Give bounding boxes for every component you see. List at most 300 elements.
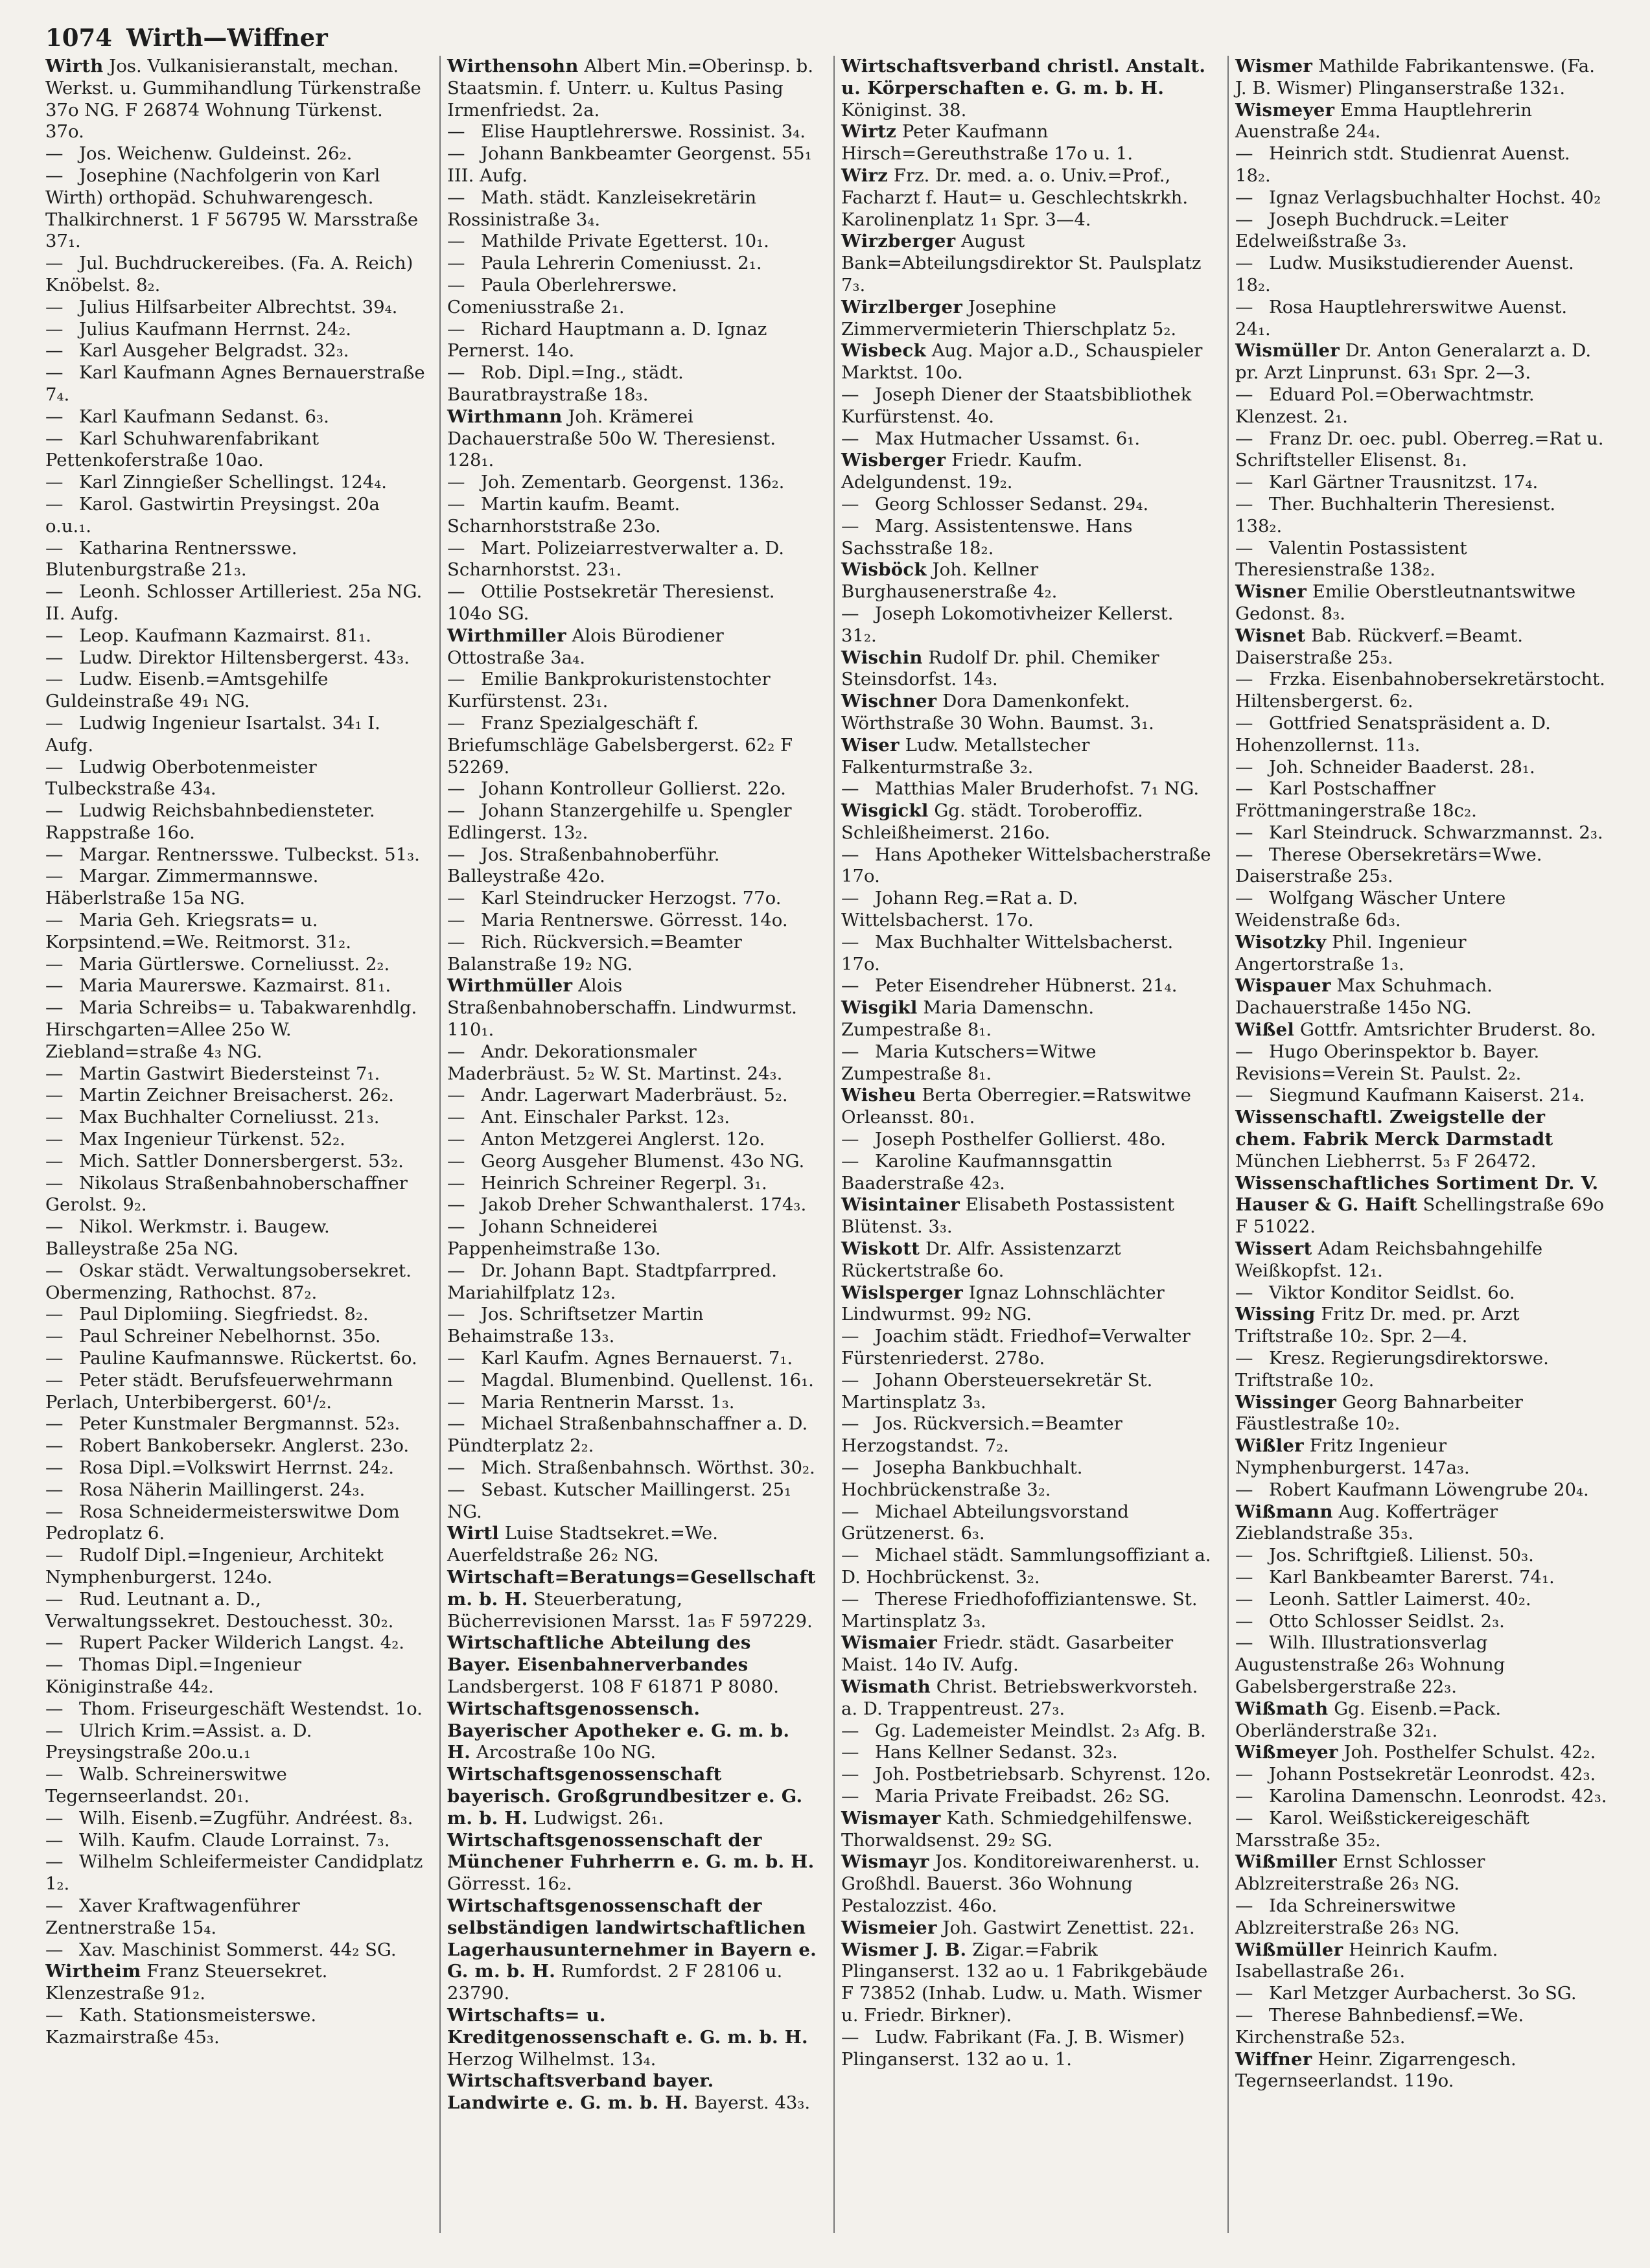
entry-text: Karolina Damenschn. Leonrodst. 42₃.	[1269, 1785, 1607, 1807]
entry-text: Johann Bankbeamter Georgenst. 55₁ III. Aufg.	[447, 143, 812, 186]
entry-dash: —	[45, 1129, 64, 1150]
entry-dash: —	[45, 362, 64, 384]
entry-text: Frzka. Eisenbahnobersekretärstocht. Hiltensbergerst. 6₂.	[1235, 669, 1605, 712]
entry-dash: —	[447, 1041, 465, 1062]
entry-text: Sebast. Kutscher Maillingerst. 25₁ NG.	[447, 1479, 791, 1522]
entry-text: Rud. Leutnant a. D., Verwaltungssekret. Destouchesst. 30₂.	[45, 1588, 394, 1632]
entry-dash: —	[45, 1939, 64, 1960]
directory-entry	[447, 1895, 819, 2005]
directory-entry	[45, 297, 425, 319]
entry-dash: —	[45, 1764, 64, 1785]
entry-dash: —	[1235, 253, 1253, 274]
entry-dash: —	[45, 1369, 64, 1391]
directory-entry	[1235, 56, 1607, 100]
entry-dash: —	[45, 625, 64, 646]
entry-text: Julius Kaufmann Herrnst. 24₂.	[79, 318, 352, 340]
entry-dash: —	[841, 1129, 859, 1150]
directory-entry	[1235, 1983, 1607, 2005]
directory-entry	[45, 1413, 425, 1435]
directory-entry	[447, 1698, 819, 1764]
directory-entry	[1235, 1392, 1607, 1436]
entry-dash: —	[1235, 778, 1253, 800]
entry-text: Dr. Alfr. Assistenzarzt Rückertstraße 6o.	[841, 1238, 1121, 1281]
entry-text: Xav. Maschinist Sommerst. 44₂ SG.	[79, 1939, 397, 1960]
entry-text: Heinrich stdt. Studienrat Auenst. 18₂.	[1235, 143, 1570, 186]
entry-text: Math. städt. Kanzleisekretärin Rossinistraße 3₄.	[447, 187, 757, 230]
entry-dash: —	[447, 669, 465, 690]
directory-entry	[841, 1786, 1213, 1808]
entry-text: Maria Schreibs= u. Tabakwarenhdlg. Hirschgarten=Allee 25o W. Ziebland=straße 4₃ NG.	[45, 997, 417, 1062]
entry-text: Martin Gastwirt Biedersteinst 7₁.	[79, 1063, 380, 1084]
entry-dash: —	[45, 712, 64, 734]
entry-text: Ignaz Verlagsbuchhalter Hochst. 40₂	[1269, 187, 1601, 208]
entry-text: Luise Stadtsekret.=We. Auerfeldstraße 26₂ NG.	[447, 1523, 718, 1566]
directory-entry	[447, 844, 819, 888]
directory-entry	[1235, 1085, 1607, 1107]
entry-text: Joh. Schneider Baaderst. 28₁.	[1269, 756, 1535, 778]
entry-text: Ludwig Oberbotenmeister Tulbeckstraße 43₄.	[45, 756, 317, 800]
entry-text: Therese Friedhofoffiziantenswe. St. Martinsplatz 3₃.	[841, 1588, 1198, 1632]
entry-text: Eduard Pol.=Oberwachtmstr. Klenzest. 2₁.	[1235, 384, 1535, 427]
entry-dash: —	[45, 1413, 64, 1435]
entry-text: Rosa Dipl.=Volkswirt Herrnst. 24₂.	[79, 1457, 394, 1478]
directory-entry	[45, 713, 425, 757]
entry-surname: Wirthmiller	[447, 625, 566, 646]
directory-entry	[841, 844, 1213, 888]
directory-entry	[841, 1085, 1213, 1129]
entry-surname: Wiffner	[1235, 2048, 1312, 2070]
entry-dash: —	[447, 318, 465, 340]
directory-entry	[45, 56, 425, 143]
directory-entry	[1235, 1786, 1607, 1808]
directory-entry	[841, 1720, 1213, 1742]
entry-dash: —	[45, 165, 64, 186]
entry-text: Max Buchhalter Corneliusst. 21₃.	[79, 1107, 380, 1128]
entry-surname: Wismeier	[841, 1917, 937, 1938]
directory-entry	[1235, 1808, 1607, 1852]
entry-dash: —	[447, 143, 465, 165]
entry-dash: —	[841, 1545, 859, 1566]
entry-dash: —	[1235, 1895, 1253, 1916]
entry-dash: —	[45, 1172, 64, 1194]
directory-entry	[45, 319, 425, 341]
entry-text: Ludw. Fabrikant (Fa. J. B. Wismer) Plinganserst. 132 ao u. 1.	[841, 2026, 1185, 2070]
entry-text: Maria Private Freibadst. 26₂ SG.	[875, 1785, 1170, 1807]
entry-text: Karl Steindrucker Herzogst. 77o.	[481, 888, 782, 909]
entry-text: Aug. Major a.D., Schauspieler Marktst. 10o.	[841, 340, 1203, 384]
entry-dash: —	[1235, 1041, 1253, 1062]
entry-surname: Wirtschafts= u. Kreditgenossenschaft e. G. m. b. H.	[447, 2004, 808, 2048]
entry-text: Margar. Rentnersswe. Tulbeckst. 51₃.	[79, 844, 420, 865]
entry-text: Gg. Eisenb.=Pack. Oberländerstraße 32₁.	[1235, 1698, 1502, 1741]
entry-dash: —	[45, 1588, 64, 1610]
directory-entry	[45, 1435, 425, 1457]
entry-dash: —	[447, 253, 465, 274]
directory-entry	[841, 1851, 1213, 1917]
entry-dash: —	[1235, 1566, 1253, 1588]
entry-surname: Wirthmüller	[447, 975, 573, 997]
entry-text: Thomas Dipl.=Ingenieur Königinstraße 44₂.	[45, 1654, 302, 1697]
directory-entry	[45, 165, 425, 253]
entry-dash: —	[1235, 1588, 1253, 1610]
entry-text: Julius Hilfsarbeiter Albrechtst. 39₄.	[79, 296, 398, 318]
entry-dash: —	[45, 1807, 64, 1829]
entry-text: München Liebherrst. 5₃ F 26472.	[1235, 1150, 1537, 1172]
entry-text: Marg. Assistentenswe. Hans Sachsstraße 18₂.	[841, 515, 1133, 559]
directory-entry	[841, 603, 1213, 647]
entry-surname: Wirtschaftsgenossensch. Bayerischer Apotheker e. G. m. b. H.	[447, 1698, 790, 1763]
entry-dash: —	[447, 187, 465, 208]
directory-entry	[447, 1260, 819, 1304]
directory-entry	[45, 362, 425, 406]
entry-text: Rumfordst. 2 F 28106 u. 23790.	[447, 1961, 783, 2004]
directory-entry	[841, 297, 1213, 341]
entry-text: Kath. Stationsmeisterswe. Kazmairstraße 45₃.	[45, 2004, 317, 2048]
directory-entry	[447, 121, 819, 143]
entry-dash: —	[447, 581, 465, 603]
entry-text: Josepha Bankbuchhalt. Hochbrückenstraße 3₂.	[841, 1457, 1083, 1500]
directory-entry	[45, 1129, 425, 1151]
entry-text: Joh. Krämerei Dachauerstraße 50o W. Theresienst. 128₁.	[447, 406, 776, 471]
entry-dash: —	[45, 800, 64, 822]
entry-text: Kresz. Regierungsdirektorswe. Triftstraße 10₂.	[1235, 1348, 1549, 1391]
directory-entry	[841, 1676, 1213, 1720]
entry-dash: —	[841, 1457, 859, 1478]
entry-dash: —	[45, 647, 64, 668]
entry-text: Alois Straßenbahnoberschaffn. Lindwurmst. 110₁.	[447, 975, 797, 1041]
directory-entry	[45, 253, 425, 297]
entry-text: Gg. städt. Toroberoffiz. Schleißheimerst. 216o.	[841, 800, 1143, 843]
entry-text: Emilie Oberstleutnantswitwe Gedonst. 8₃.	[1235, 581, 1576, 624]
directory-entry	[1235, 713, 1607, 757]
directory-entry	[841, 735, 1213, 779]
entry-text: Fritz Ingenieur Nymphenburgerst. 147a₃.	[1235, 1435, 1470, 1478]
directory-entry	[45, 1545, 425, 1589]
directory-entry	[1235, 669, 1607, 713]
directory-entry	[447, 910, 819, 932]
directory-entry	[1235, 209, 1607, 253]
entry-text: Heinr. Zigarrengesch. Tegernseerlandst. 119o.	[1235, 2048, 1516, 2092]
directory-entry	[45, 647, 425, 669]
entry-dash: —	[447, 1194, 465, 1216]
entry-text: Mich. Sattler Donnersbergerst. 53₂.	[79, 1150, 404, 1172]
entry-surname: Wiser	[841, 734, 900, 756]
entry-text: Matthias Maler Bruderhofst. 7₁ NG.	[875, 778, 1200, 800]
entry-dash: —	[841, 1413, 859, 1435]
entry-text: Walb. Schreinerswitwe Tegernseerlandst. 20₁.	[45, 1764, 287, 1807]
entry-text: Jos. Rückversich.=Beamter Herzogstandst. 7₂.	[841, 1413, 1122, 1457]
directory-entry	[1235, 187, 1607, 209]
directory-entry	[1235, 384, 1607, 428]
entry-dash: —	[447, 274, 465, 295]
entry-dash: —	[841, 2026, 859, 2048]
directory-entry	[45, 1654, 425, 1698]
directory-entry	[45, 844, 425, 866]
entry-dash: —	[841, 1041, 859, 1062]
entry-dash: —	[45, 1851, 64, 1873]
directory-entry	[1235, 1501, 1607, 1545]
directory-entry	[447, 1085, 819, 1107]
directory-entry	[841, 1326, 1213, 1370]
directory-entry	[841, 450, 1213, 494]
entry-dash: —	[45, 756, 64, 778]
directory-entry	[1235, 428, 1607, 472]
entry-dash: —	[841, 1150, 859, 1172]
entry-text: Ludwig Ingenieur Isartalst. 34₁ I. Aufg.	[45, 712, 380, 756]
directory-entry	[45, 800, 425, 844]
directory-entry	[45, 1764, 425, 1808]
entry-text: Friedr. Kaufm. Adelgundenst. 19₂.	[841, 450, 1083, 493]
entry-text: Peter städt. Berufsfeuerwehrmann Perlach, Unterbibergerst. 60¹/₂.	[45, 1369, 393, 1413]
entry-text: Katharina Rentnersswe. Blutenburgstraße 21₃.	[45, 537, 297, 581]
entry-dash: —	[45, 997, 64, 1019]
entry-surname: Wirthensohn	[447, 56, 579, 76]
entry-dash: —	[45, 1435, 64, 1457]
entry-dash: —	[841, 1501, 859, 1522]
entry-dash: —	[1235, 1785, 1253, 1807]
entry-text: Ludwigst. 26₁.	[533, 1807, 664, 1829]
entry-text: Elisabeth Postassistent Blütenst. 3₃.	[841, 1194, 1175, 1238]
entry-text: Emilie Bankprokuristenstochter Kurfürstenst. 23₁.	[447, 669, 771, 712]
entry-dash: —	[447, 231, 465, 252]
entry-dash: —	[1235, 1632, 1253, 1654]
directory-entry	[45, 1830, 425, 1852]
entry-dash: —	[447, 1391, 465, 1413]
directory-entry	[841, 1589, 1213, 1633]
directory-entry	[1235, 757, 1607, 779]
directory-entry	[45, 1939, 425, 1961]
entry-text: Karl Gärtner Trausnitzst. 17₄.	[1269, 472, 1539, 493]
entry-text: Leop. Kaufmann Kazmairst. 81₁.	[79, 625, 371, 646]
directory-entry	[841, 340, 1213, 384]
entry-dash: —	[447, 1216, 465, 1238]
entry-dash: —	[1235, 209, 1253, 230]
entry-text: Joseph Diener der Staatsbibliothek Kurfürstenst. 4o.	[841, 384, 1192, 427]
entry-text: Nikolaus Straßenbahnoberschaffner Gerolst. 9₂.	[45, 1172, 408, 1216]
entry-text: Wilh. Illustrationsverlag Augustenstraße 26₃ Wohnung Gabelsbergerstraße 22₃.	[1235, 1632, 1505, 1697]
entry-text: Berta Oberregier.=Ratswitwe Orleansst. 80₁.	[841, 1085, 1191, 1128]
entry-dash: —	[841, 493, 859, 515]
entry-text: Ludwig Reichsbahnbediensteter. Rappstraße 16o.	[45, 800, 375, 843]
entry-text: Pauline Kaufmannswe. Rückertst. 6o.	[79, 1348, 417, 1369]
entry-text: Leonh. Sattler Laimerst. 40₂.	[1269, 1588, 1531, 1610]
entry-dash: —	[1235, 822, 1253, 843]
entry-surname: Wißmiller	[1235, 1851, 1337, 1873]
entry-dash: —	[45, 1829, 64, 1851]
entry-surname: Wirthmann	[447, 406, 563, 427]
entry-surname: Wirtschaft=Beratungs=Gesellschaft m. b. H.	[447, 1566, 816, 1610]
entry-text: Ther. Buchhalterin Theresienst. 138₂.	[1235, 493, 1556, 537]
entry-text: Dr. Johann Bapt. Stadtpfarrpred. Mariahilfplatz 12₃.	[447, 1260, 778, 1303]
directory-entry	[447, 56, 819, 121]
entry-dash: —	[447, 1304, 465, 1325]
entry-text: Josephine Zimmervermieterin Thierschplatz 5₂.	[841, 296, 1177, 340]
entry-dash: —	[1235, 1764, 1253, 1785]
directory-entry	[1235, 1282, 1607, 1304]
entry-text: Franz Dr. oec. publ. Oberreg.=Rat u. Schriftsteller Elisenst. 8₁.	[1235, 428, 1604, 471]
directory-entry	[447, 275, 819, 319]
directory-entry	[841, 1939, 1213, 2027]
entry-dash: —	[841, 515, 859, 537]
directory-entry	[841, 1764, 1213, 1786]
directory-entry	[45, 143, 425, 165]
directory-entry	[447, 406, 819, 472]
page-header	[45, 18, 1605, 57]
entry-dash: —	[1235, 756, 1253, 778]
entry-text: Robert Bankobersekr. Anglerst. 23o.	[79, 1435, 410, 1457]
entry-text: Karl Kaufmann Agnes Bernauerstraße 7₄.	[45, 362, 425, 405]
entry-text: Peter Eisendreher Hübnerst. 21₄.	[875, 975, 1178, 997]
entry-text: Schellingstraße 69o F 51022.	[1235, 1194, 1605, 1238]
directory-entry	[841, 516, 1213, 560]
entry-text: Friedr. städt. Gasarbeiter Maist. 14o IV. Aufg.	[841, 1632, 1174, 1676]
entry-text: Bab. Rückverf.=Beamt. Daiserstraße 25₃.	[1235, 625, 1523, 668]
entry-text: Viktor Konditor Seidlst. 6o.	[1269, 1282, 1515, 1303]
entry-dash: —	[841, 1764, 859, 1785]
entry-text: Rupert Packer Wilderich Langst. 4₂.	[79, 1632, 405, 1654]
directory-entry	[1235, 1107, 1607, 1172]
entry-text: Maria Rentnerswe. Görresst. 14o.	[481, 910, 788, 931]
entry-dash: —	[1235, 384, 1253, 405]
directory-entry	[1235, 822, 1607, 844]
entry-dash: —	[1235, 187, 1253, 208]
directory-entry	[45, 1457, 425, 1479]
entry-dash: —	[447, 712, 465, 734]
directory-entry	[841, 932, 1213, 976]
directory-entry	[1235, 297, 1607, 341]
entry-text: Otto Schlosser Seidlst. 2₃.	[1269, 1610, 1505, 1632]
entry-dash: —	[841, 603, 859, 624]
entry-dash: —	[45, 1063, 64, 1084]
entry-dash: —	[45, 1501, 64, 1522]
directory-entry	[45, 406, 425, 428]
entry-text: Herzog Wilhelmst. 13₄.	[447, 2048, 657, 2070]
directory-entry	[447, 1523, 819, 1567]
directory-entry	[447, 2005, 819, 2070]
directory-entry	[841, 778, 1213, 800]
entry-surname: Wißmath	[1235, 1698, 1329, 1719]
entry-dash: —	[841, 778, 859, 800]
directory-entry	[45, 1479, 425, 1501]
entry-text: Joh. Gastwirt Zenettist. 22₁.	[942, 1917, 1195, 1938]
entry-text: Robert Kaufmann Löwengrube 20₄.	[1269, 1479, 1589, 1500]
directory-columns	[45, 56, 1607, 2233]
directory-entry	[841, 800, 1213, 844]
entry-text: Gottfried Senatspräsident a. D. Hohenzollernst. 11₃.	[1235, 712, 1551, 756]
entry-dash: —	[447, 1260, 465, 1281]
entry-text: Karl Steindruck. Schwarzmannst. 2₃.	[1269, 822, 1603, 843]
column-3	[833, 56, 1213, 2233]
entry-surname: Wispauer	[1235, 975, 1331, 997]
entry-text: Ulrich Krim.=Assist. a. D. Preysingstraße 20o.u.₁	[45, 1720, 312, 1763]
entry-dash: —	[45, 253, 64, 274]
directory-entry	[45, 1216, 425, 1260]
entry-dash: —	[1235, 1983, 1253, 2004]
entry-text: Therese Bahnbediensf.=We. Kirchenstraße 52₃.	[1235, 2004, 1524, 2048]
entry-text: Hugo Oberinspektor b. Bayer. Revisions=Verein St. Paulst. 2₂.	[1235, 1041, 1540, 1084]
directory-entry	[45, 910, 425, 954]
entry-dash: —	[447, 931, 465, 953]
directory-entry	[1235, 2005, 1607, 2049]
entry-surname: Wisböck	[841, 559, 927, 581]
entry-dash: —	[447, 1107, 465, 1128]
directory-entry	[1235, 1742, 1607, 1764]
entry-text: Rosa Hauptlehrerswitwe Auenst. 24₁.	[1235, 296, 1568, 340]
directory-entry	[447, 538, 819, 582]
directory-entry	[447, 1457, 819, 1479]
entry-text: Wilh. Eisenb.=Zugführ. Andréest. 8₃.	[79, 1807, 413, 1829]
directory-entry	[841, 1370, 1213, 1414]
entry-surname: Wismüller	[1235, 340, 1340, 362]
directory-entry	[447, 1151, 819, 1173]
entry-text: Arcostraße 10o NG.	[476, 1742, 657, 1763]
entry-surname: Wirtschaftliche Abteilung des Bayer. Eisenbahnerverbandes	[447, 1632, 751, 1676]
entry-text: Wilh. Kaufm. Claude Lorrainst. 7₃.	[79, 1829, 390, 1851]
entry-dash: —	[447, 888, 465, 909]
entry-text: Max Ingenieur Türkenst. 52₂.	[79, 1129, 345, 1150]
directory-entry	[45, 1632, 425, 1654]
entry-text: Joachim städt. Friedhof=Verwalter Fürstenriederst. 278o.	[841, 1326, 1191, 1369]
entry-text: Michael Straßenbahnschaffner a. D. Pündterplatz 2₂.	[447, 1413, 808, 1457]
directory-entry	[1235, 1764, 1607, 1786]
entry-surname: Wirtz	[841, 121, 897, 143]
directory-entry	[447, 1216, 819, 1260]
entry-text: Karoline Kaufmannsgattin Baaderstraße 42₃.	[841, 1150, 1113, 1194]
entry-text: Ida Schreinerswitwe Ablzreiterstraße 26₃ NG.	[1235, 1895, 1460, 1938]
entry-dash: —	[447, 1479, 465, 1500]
entry-text: Landsbergerst. 108 F 61871 P 8080.	[447, 1676, 780, 1697]
entry-surname: Wisner	[1235, 581, 1307, 603]
directory-entry	[1235, 1895, 1607, 1939]
entry-surname: Wischner	[841, 691, 937, 712]
entry-text: Xaver Kraftwagenführer Zentnerstraße 15₄.	[45, 1895, 300, 1938]
entry-dash: —	[45, 1654, 64, 1676]
entry-dash: —	[447, 778, 465, 800]
entry-dash: —	[45, 1720, 64, 1741]
entry-text: Joseph Buchdruck.=Leiter Edelweißstraße 3₃.	[1235, 209, 1509, 252]
directory-entry	[1235, 778, 1607, 822]
directory-entry	[45, 1370, 425, 1414]
entry-dash: —	[1235, 1085, 1253, 1106]
entry-text: Josephine (Nachfolgerin von Karl Wirth) orthopäd. Schuhwarengesch. Thalkirchnerst. 1 F 56795 W. Marsstraße 37₁.	[45, 165, 419, 252]
entry-text: Frz. Dr. med. a. o. Univ.=Prof., Facharzt f. Haut= u. Geschlechtskrkh. Karolinenplatz 1₁ Spr. 3—4.	[841, 165, 1189, 230]
entry-dash: —	[447, 1129, 465, 1150]
entry-text: Ludw. Direktor Hiltensbergerst. 43₃.	[79, 647, 410, 668]
entry-text: Max Hutmacher Ussamst. 6₁.	[875, 428, 1141, 449]
entry-text: Jos. Weichenw. Guldeinst. 26₂.	[79, 143, 353, 165]
directory-entry	[45, 340, 425, 362]
entry-text: Margar. Zimmermannswe. Häberlstraße 15a NG.	[45, 866, 319, 909]
directory-entry	[45, 757, 425, 801]
entry-dash: —	[45, 1304, 64, 1325]
entry-text: Ottilie Postsekretär Theresienst. 104o SG.	[447, 581, 775, 624]
entry-text: Aug. Kofferträger Zieblandstraße 35₃.	[1235, 1501, 1498, 1544]
directory-entry	[447, 1479, 819, 1523]
entry-dash: —	[841, 1720, 859, 1741]
directory-entry	[841, 494, 1213, 516]
directory-entry	[841, 428, 1213, 450]
directory-entry	[447, 1304, 819, 1348]
directory-entry	[841, 1151, 1213, 1195]
directory-entry	[841, 1238, 1213, 1282]
entry-text: Ludw. Musikstudierender Auenst. 18₂.	[1235, 253, 1574, 295]
entry-text: Wilhelm Schleifermeister Candidplatz 1₂.	[45, 1851, 423, 1895]
entry-dash: —	[841, 1369, 859, 1391]
entry-text: Jos. Schriftgieß. Lilienst. 50₃.	[1269, 1545, 1534, 1566]
directory-entry	[841, 384, 1213, 428]
entry-text: Jos. Konditoreiwarenherst. u. Großhdl. Bauerst. 36o Wohnung Pestalozzist. 46o.	[841, 1851, 1200, 1916]
directory-entry	[1235, 472, 1607, 494]
